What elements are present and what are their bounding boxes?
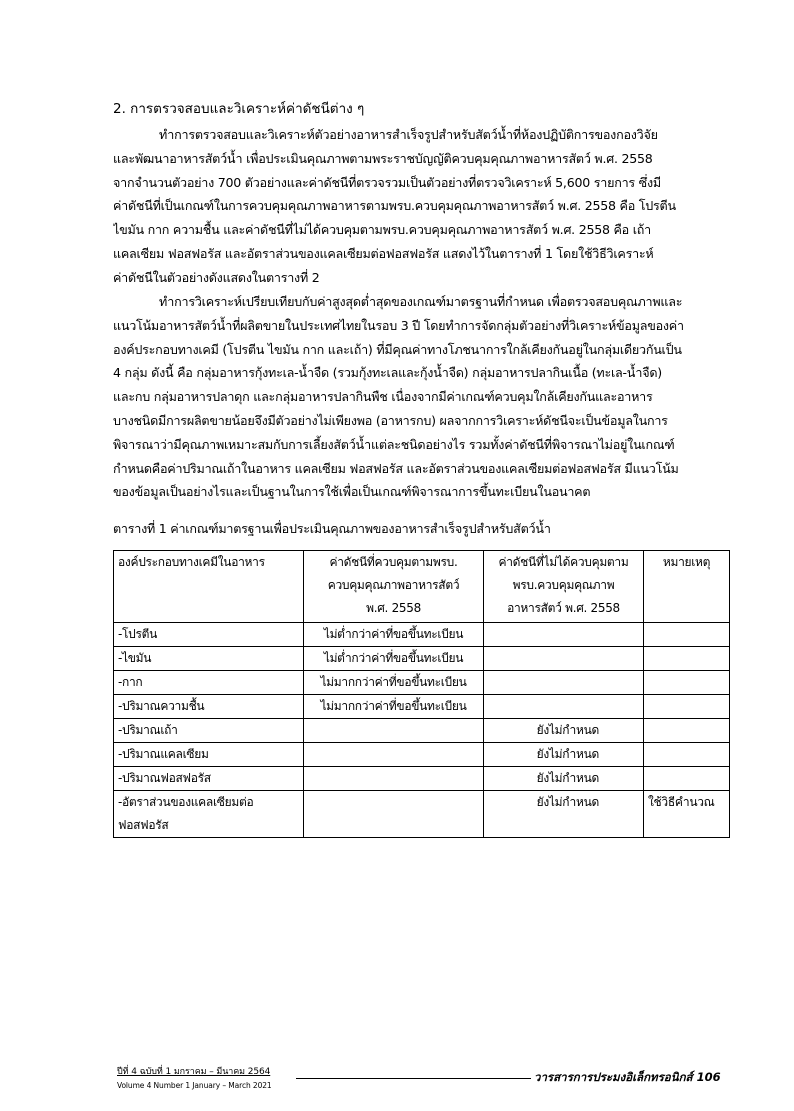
paragraph-2-line: ของข้อมูลเป็นอย่างไรและเป็นฐานในการใช้เพื่อเป็นเกณฑ์พิจารณาการขึ้นทะเบียนในอนาคต xyxy=(113,484,591,500)
paragraph-1-line: และพัฒนาอาหารสัตว์น้ำ เพื่อประเมินคุณภาพตามพระราชบัญญัติควบคุมคุณภาพอาหารสัตว์ พ.ศ. 2558 xyxy=(113,150,653,166)
footer-divider xyxy=(296,1078,531,1079)
table-caption: ตารางที่ 1 ค่าเกณฑ์มาตรฐานเพื่อประเมินคุณภาพของอาหารสำเร็จรูปสำหรับสัตว์น้ำ xyxy=(113,521,551,536)
header-text: องค์ประกอบทางเคมีในอาหาร xyxy=(118,555,265,569)
paragraph-2-line: พิจารณาว่ามีคุณภาพเหมาะสมกับการเลี้ยงสัตว์น้ำแต่ละชนิดอย่างไร รวมทั้งค่าดัชนีที่พิจารณาไม่อยู่ในเกณฑ์ xyxy=(113,436,675,452)
table-row xyxy=(114,767,730,791)
header-cell-composition xyxy=(114,551,304,623)
footer-journal-name: วารสารการประมงอิเล็กทรอนิกส์ xyxy=(534,1070,693,1084)
cell-note: ใช้วิธีคำนวณ xyxy=(644,791,730,838)
paragraph-2-line: แนวโน้มอาหารสัตว์น้ำที่ผลิตขายในประเทศไทยในรอบ 3 ปี โดยทำการจัดกลุ่มตัวอย่างที่วิเคราะห์ข้อมูลของค่า xyxy=(113,317,684,333)
section-title: 2. การตรวจสอบและวิเคราะห์ค่าดัชนีต่าง ๆ xyxy=(113,101,365,117)
cell-uncontrolled xyxy=(484,647,644,671)
table-row xyxy=(114,743,730,767)
cell-item: -ปริมาณแคลเซียม xyxy=(114,743,304,767)
cell-uncontrolled xyxy=(484,623,644,647)
paragraph-2-line: บางชนิดมีการผลิตขายน้อยจึงมีตัวอย่างไม่เพียงพอ (อาหารกบ) ผลจากการวิเคราะห์ดัชนีจะเป็นข้อมูลในการ xyxy=(113,412,668,428)
cell-item: -ปริมาณฟอสฟอรัส xyxy=(114,767,304,791)
cell-item: -ปริมาณเถ้า xyxy=(114,719,304,743)
cell-note xyxy=(644,623,730,647)
cell-controlled: ไม่มากกว่าค่าที่ขอขึ้นทะเบียน xyxy=(304,695,484,719)
paragraph-1-line: จากจำนวนตัวอย่าง 700 ตัวอย่างและค่าดัชนีที่ตรวจรวมเป็นตัวอย่างที่ตรวจวิเคราะห์ 5,600 รายการ ซึ่งมี xyxy=(113,174,661,190)
cell-item: -ไขมัน xyxy=(114,647,304,671)
paragraph-2-line: ทำการวิเคราะห์เปรียบเทียบกับค่าสูงสุดต่ำสุดของเกณฑ์มาตรฐานที่กำหนด เพื่อตรวจสอบคุณภาพและ xyxy=(159,294,683,309)
cell-note xyxy=(644,695,730,719)
header-cell-controlled xyxy=(304,551,484,623)
cell-controlled xyxy=(304,743,484,767)
paragraph-2 xyxy=(113,290,729,504)
header-text: พรบ.ควบคุมคุณภาพ xyxy=(512,578,615,592)
footer-issue-thai: ปีที่ 4 ฉบับที่ 1 มกราคม – มีนาคม 2564 xyxy=(117,1067,271,1077)
cell-uncontrolled xyxy=(484,671,644,695)
table-row xyxy=(114,719,730,743)
table-row xyxy=(114,623,730,647)
cell-controlled xyxy=(304,791,484,838)
paragraph-2-line: 4 กลุ่ม ดังนี้ คือ กลุ่มอาหารกุ้งทะเล-น้ำจืด (รวมกุ้งทะเลและกุ้งน้ำจืด) กลุ่มอาหารปลากินเนื้อ (ทะเล-น้ำจืด) xyxy=(113,365,662,381)
paragraph-1-line: ค่าดัชนีในตัวอย่างดังแสดงในตารางที่ 2 xyxy=(113,269,320,285)
footer-issue xyxy=(117,1065,272,1093)
cell-uncontrolled xyxy=(484,695,644,719)
table-row xyxy=(114,695,730,719)
cell-uncontrolled: ยังไม่กำหนด xyxy=(484,743,644,767)
cell-item: -กาก xyxy=(114,671,304,695)
table-row xyxy=(114,671,730,695)
paragraph-1-line: ค่าดัชนีที่เป็นเกณฑ์ในการควบคุมคุณภาพอาหารตามพรบ.ควบคุมคุณภาพอาหารสัตว์ พ.ศ. 2558 คือ โปรตีน xyxy=(113,198,676,214)
header-text: หมายเหตุ xyxy=(662,555,711,569)
cell-controlled: ไม่มากกว่าค่าที่ขอขึ้นทะเบียน xyxy=(304,671,484,695)
header-cell-uncontrolled xyxy=(484,551,644,623)
cell-note xyxy=(644,647,730,671)
header-text: ควบคุมคุณภาพอาหารสัตว์ xyxy=(327,578,460,592)
cell-note xyxy=(644,719,730,743)
cell-controlled: ไม่ต่ำกว่าค่าที่ขอขึ้นทะเบียน xyxy=(304,623,484,647)
cell-item-line: ฟอสฟอรัส xyxy=(118,818,169,832)
cell-item-line: -อัตราส่วนของแคลเซียมต่อ xyxy=(118,795,254,809)
paragraph-1 xyxy=(113,123,729,290)
paragraph-2-line: กำหนดคือค่าปริมาณเถ้าในอาหาร แคลเซียม ฟอสฟอรัส และอัตราส่วนของแคลเซียมต่อฟอสฟอรัส มีแนวโน้ม xyxy=(113,460,679,476)
page-number: 106 xyxy=(696,1070,721,1084)
cell-controlled: ไม่ต่ำกว่าค่าที่ขอขึ้นทะเบียน xyxy=(304,647,484,671)
cell-controlled xyxy=(304,767,484,791)
paragraph-2-line: และกบ กลุ่มอาหารปลาดุก และกลุ่มอาหารปลากินพืช เนื่องจากมีค่าเกณฑ์ควบคุมใกล้เคียงกันและอาหาร xyxy=(113,389,653,405)
cell-controlled xyxy=(304,719,484,743)
cell-uncontrolled: ยังไม่กำหนด xyxy=(484,719,644,743)
cell-note xyxy=(644,671,730,695)
cell-uncontrolled: ยังไม่กำหนด xyxy=(484,791,644,838)
standards-table xyxy=(113,550,730,838)
cell-uncontrolled: ยังไม่กำหนด xyxy=(484,767,644,791)
paragraph-1-line: ไขมัน กาก ความชื้น และค่าดัชนีที่ไม่ได้ควบคุมตามพรบ.ควบคุมคุณภาพอาหารสัตว์ พ.ศ. 2558 คือ เถ้า xyxy=(113,222,651,238)
cell-item: -ปริมาณความชื้น xyxy=(114,695,304,719)
header-text: ค่าดัชนีที่ควบคุมตามพรบ. xyxy=(329,555,458,569)
header-cell-note xyxy=(644,551,730,623)
table-row xyxy=(114,647,730,671)
table-row xyxy=(114,791,730,838)
cell-item: -โปรตีน xyxy=(114,623,304,647)
paragraph-2-line: องค์ประกอบทางเคมี (โปรตีน ไขมัน กาก และเถ้า) ที่มีคุณค่าทางโภชนาการใกล้เคียงกันอยู่ในกลุ่มเดียวกันเป็น xyxy=(113,341,682,357)
footer-issue-english: Volume 4 Number 1 January – March 2021 xyxy=(117,1081,272,1090)
header-text: ค่าดัชนีที่ไม่ได้ควบคุมตาม xyxy=(498,555,629,569)
header-text: พ.ศ. 2558 xyxy=(366,601,421,615)
header-text: อาหารสัตว์ พ.ศ. 2558 xyxy=(507,601,620,615)
cell-note xyxy=(644,743,730,767)
table-header-row xyxy=(114,551,730,623)
paragraph-1-line: ทำการตรวจสอบและวิเคราะห์ตัวอย่างอาหารสำเร็จรูปสำหรับสัตว์น้ำที่ห้องปฏิบัติการของกองวิจัย xyxy=(159,127,658,142)
footer-journal xyxy=(534,1069,721,1087)
paragraph-1-line: แคลเซียม ฟอสฟอรัส และอัตราส่วนของแคลเซียมต่อฟอสฟอรัส แสดงไว้ในตารางที่ 1 โดยใช้วิธีวิเคราะห์ xyxy=(113,245,654,261)
cell-note xyxy=(644,767,730,791)
cell-item xyxy=(114,791,304,838)
